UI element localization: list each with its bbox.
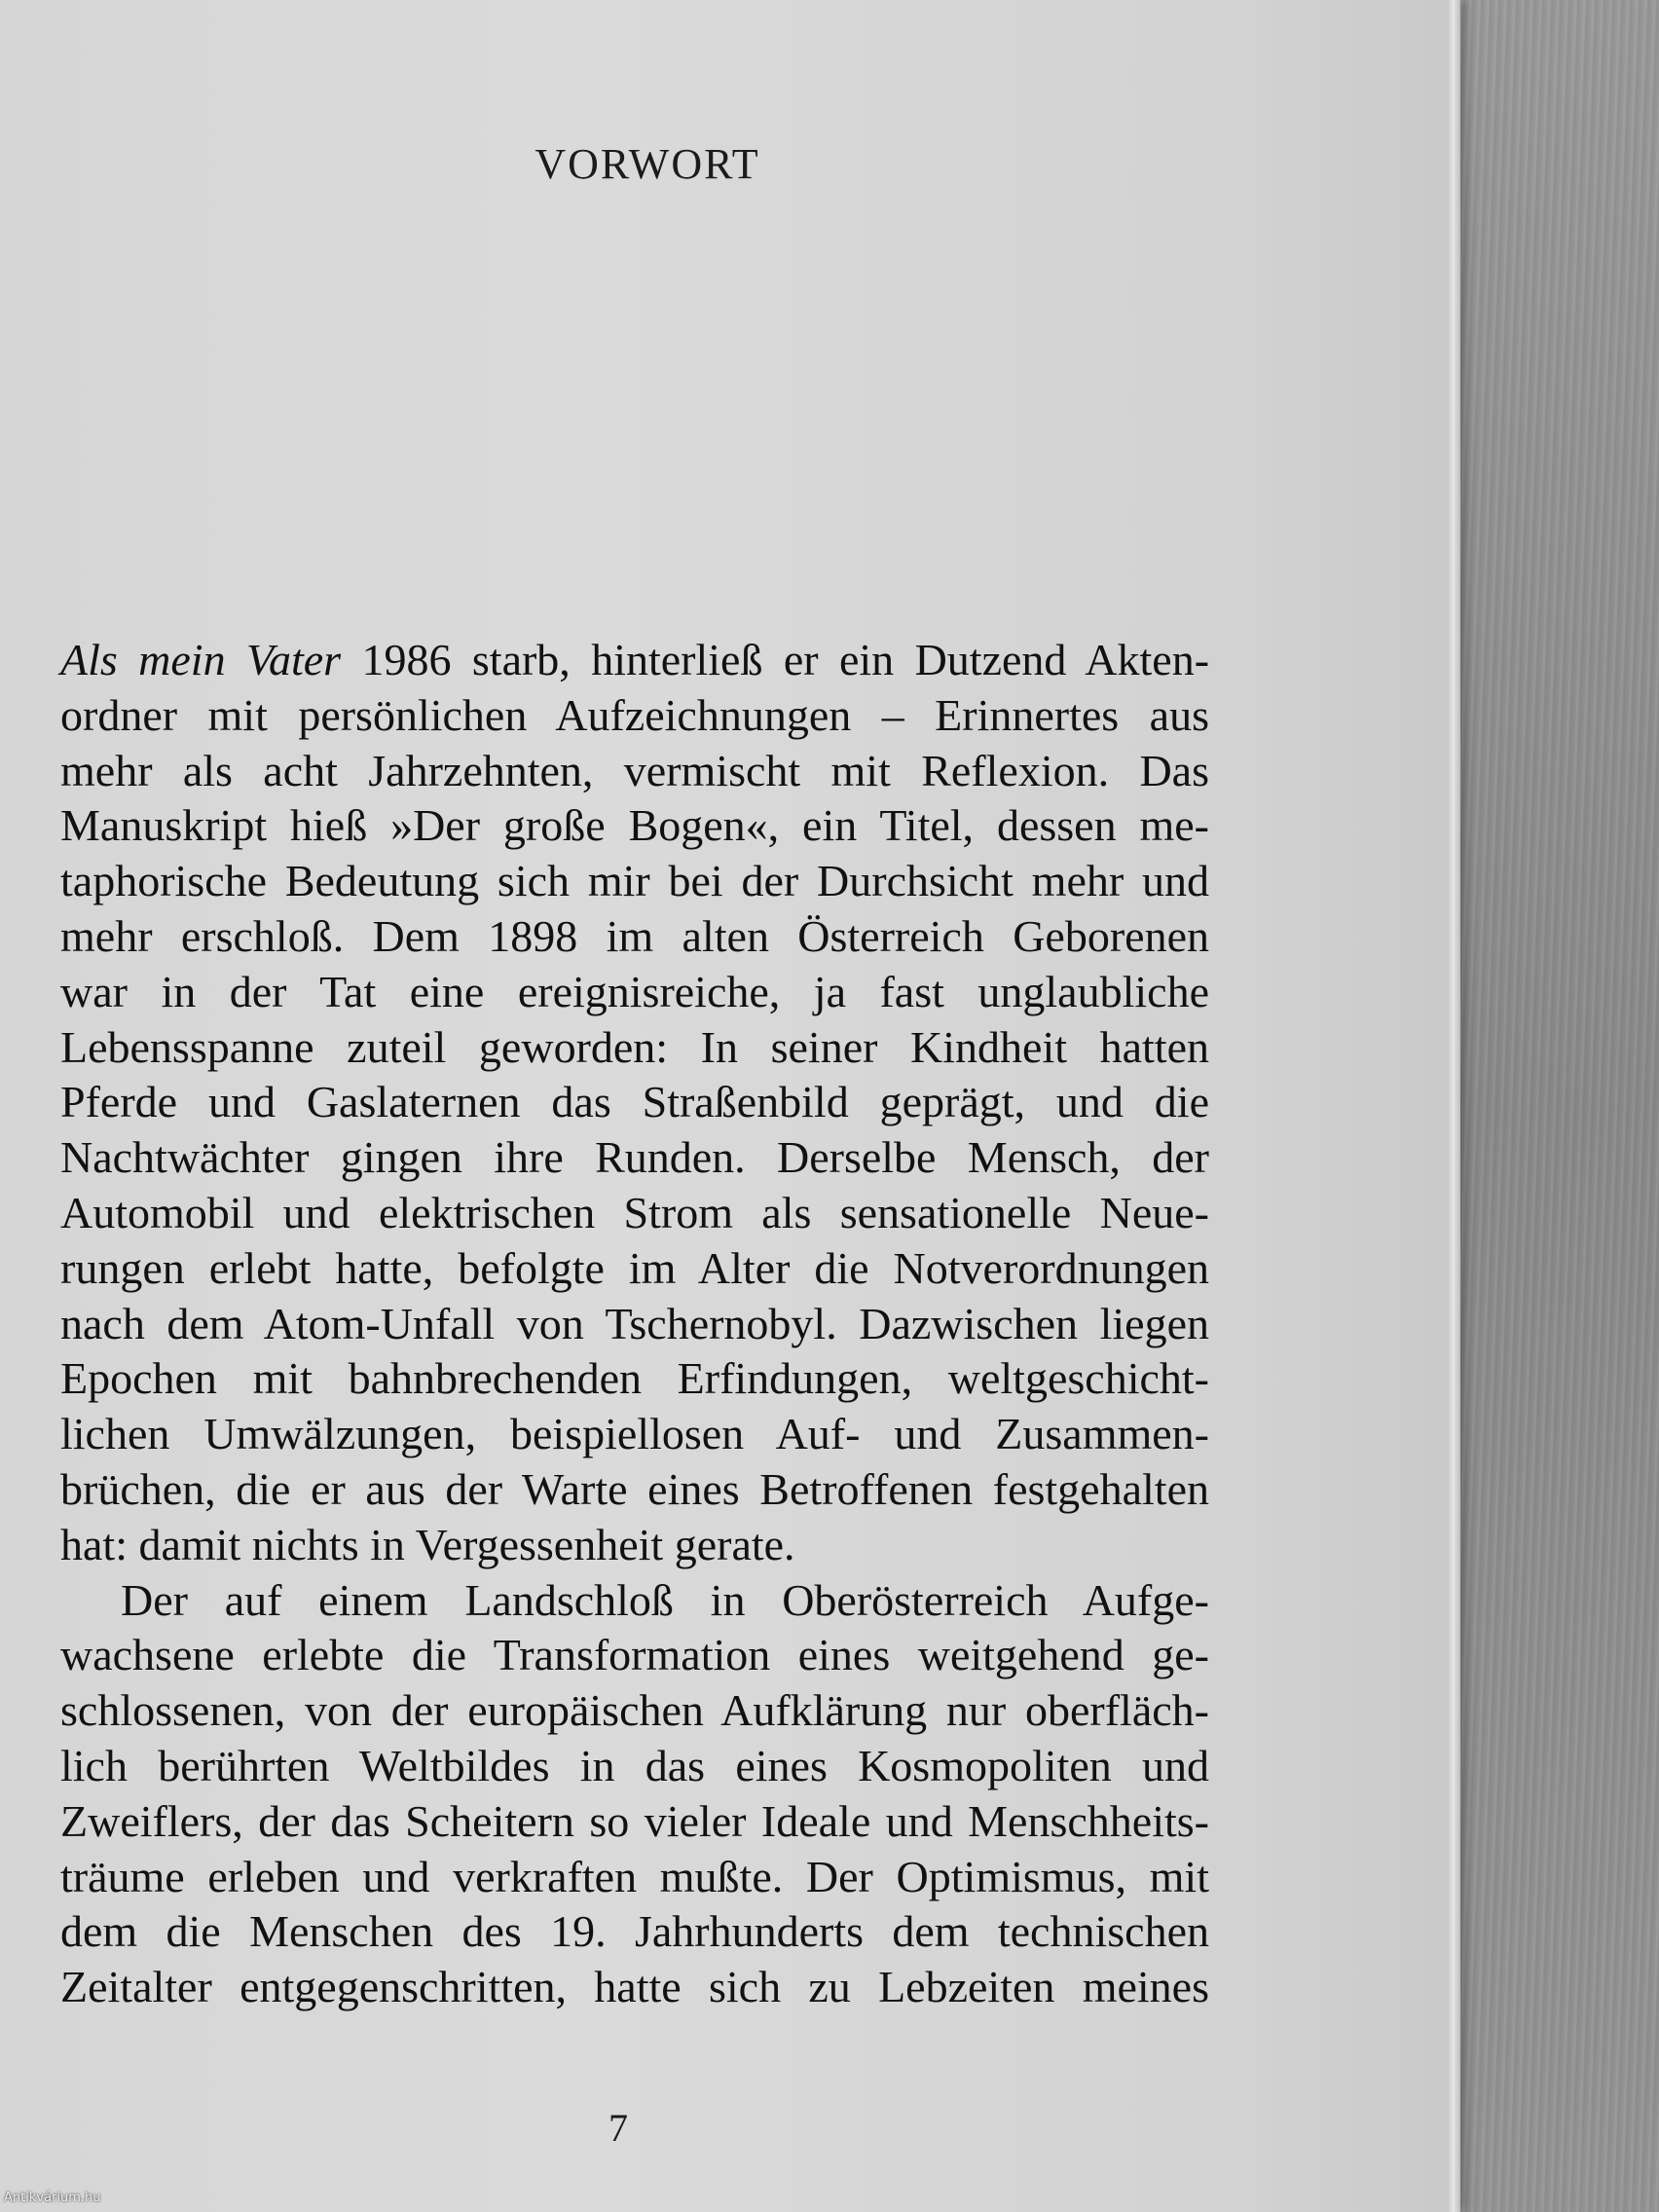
paragraph-1	[60, 633, 1209, 1573]
text-line: schlossenen, von der europäischen Aufklärung nur oberfläch-	[60, 1685, 1209, 1736]
italic-lead: Als mein Vater	[60, 635, 342, 684]
text-line: wachsene erlebte die Transformation eines weitgehend ge-	[60, 1630, 1209, 1680]
text-line: lich berührten Weltbildes in das eines Kosmopoliten und	[60, 1740, 1209, 1790]
page-edge	[1449, 0, 1460, 2212]
text-line: Lebensspanne zuteil geworden: In seiner Kindheit hatten	[60, 1021, 1209, 1072]
text-line: brüchen, die er aus der Warte eines Betroffenen festgehalten	[60, 1463, 1209, 1514]
text-line: mehr erschloß. Dem 1898 im alten Österreich Geborenen	[60, 910, 1209, 961]
text-line: Nachtwächter gingen ihre Runden. Derselbe Mensch, der	[60, 1132, 1209, 1183]
text-line: Zweiflers, der das Scheitern so vieler Ideale und Menschheits-	[60, 1795, 1209, 1846]
text-line: träume erleben und verkraften mußte. Der Optimismus, mit	[60, 1851, 1209, 1901]
text-line: Automobil und elektrischen Strom als sensationelle Neue-	[60, 1187, 1209, 1237]
text-line: Epochen mit bahnbrechenden Erfindungen, weltgeschicht-	[60, 1353, 1209, 1404]
text-line: hat: damit nichts in Vergessenheit gerate.	[60, 1519, 795, 1569]
text-line: mehr als acht Jahrzehnten, vermischt mit Reflexion. Das	[60, 745, 1209, 795]
text-line: lichen Umwälzungen, beispiellosen Auf- und Zusammen-	[60, 1409, 1209, 1459]
background-surface	[1460, 0, 1659, 2212]
text-line: rungen erlebt hatte, befolgte im Alter die Notverordnungen	[60, 1242, 1209, 1293]
watermark: Antikvárium.hu	[4, 2191, 101, 2205]
text-line: Manuskript hieß »Der große Bogen«, ein Titel, dessen me-	[60, 800, 1209, 851]
text-line: dem die Menschen des 19. Jahrhunderts dem technischen	[60, 1906, 1209, 1957]
page-number: 7	[608, 2106, 628, 2150]
text-line: ordner mit persönlichen Aufzeichnungen – Erinnertes aus	[60, 689, 1209, 740]
text-line: war in der Tat eine ereignisreiche, ja fast unglaubliche	[60, 966, 1209, 1016]
paragraph-2	[60, 1573, 1209, 2015]
text-line: taphorische Bedeutung sich mir bei der Durchsicht mehr und	[60, 856, 1209, 906]
chapter-title: VORWORT	[535, 140, 760, 188]
text-line-rest: 1986 starb, hinterließ er ein Dutzend Akten-	[341, 635, 1210, 684]
body-text	[60, 633, 1209, 2015]
text-line: Pferde und Gaslaternen das Straßenbild geprägt, und die	[60, 1077, 1209, 1127]
text-line: Der auf einem Landschloß in Oberösterreich Aufge-	[121, 1574, 1209, 1625]
text-line: nach dem Atom-Unfall von Tschernobyl. Dazwischen liegen	[60, 1298, 1209, 1348]
text-line: Zeitalter entgegenschritten, hatte sich zu Lebzeiten meines	[60, 1962, 1209, 2012]
text-line	[60, 633, 1209, 688]
